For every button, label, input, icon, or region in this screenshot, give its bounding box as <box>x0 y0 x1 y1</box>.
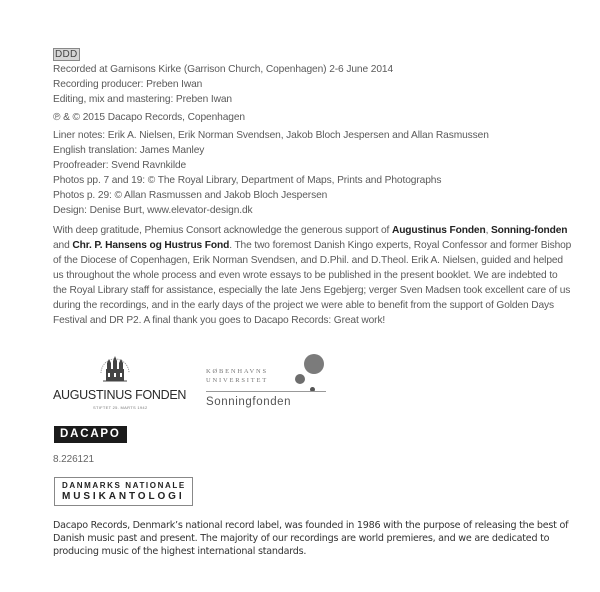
decorative-dot-icon <box>295 374 305 384</box>
sponsor-sonning: Sonning-fonden <box>491 225 568 236</box>
recording-venue: Recorded at Garnisons Kirke (Garrison Church, Copenhagen) 2-6 June 2014 <box>53 64 394 75</box>
ack-separator: and <box>53 240 73 251</box>
sponsor-augustinus: Augustinus Fonden <box>391 225 486 236</box>
photos-credit-1: Photos pp. 7 and 19: © The Royal Library, Department of Maps, Prints and Photographs <box>53 175 442 186</box>
catalogue-number: 8.226121 <box>53 454 94 465</box>
liner-notes-credit: Liner notes: Erik A. Nielsen, Erik Norman Svendsen, Jakob Bloch Jespersen and Allan Rasmussen <box>53 130 489 141</box>
editing-credit: Editing, mix and mastering: Preben Iwan <box>53 94 233 105</box>
translation-credit: English translation: James Manley <box>53 145 205 156</box>
sonningfonden-name: Sonningfonden <box>206 396 292 408</box>
anthology-line-1: DANMARKS NATIONALE <box>62 481 186 490</box>
proofreader-credit: Proofreader: Svend Ravnkilde <box>53 160 187 171</box>
recording-credits <box>53 44 573 107</box>
dacapo-about-paragraph: Dacapo Records, Denmark’s national record label, was founded in 1986 with the purpose of releasing the best of Danish music past and present. The majority of our recordings are world premieres, and we are dedicated to producing music of the highest international standards. <box>53 520 569 557</box>
booklet-credits-page <box>53 44 573 557</box>
university-name-line-2: UNIVERSITET <box>206 377 269 384</box>
photos-credit-2: Photos p. 29: © Allan Rasmussen and Jakob Bloch Jespersen <box>53 190 328 201</box>
acknowledgement-paragraph <box>53 223 573 328</box>
augustinus-logo-subtitle: STIFTET 25. MARTS 1942 <box>93 405 148 410</box>
anthology-line-2: MUSIKANTOLOGI <box>62 491 185 502</box>
dacapo-logo: DACAPO <box>54 426 127 443</box>
design-credit: Design: Denise Burt, www.elevator-design.dk <box>53 205 253 216</box>
copyright-notice: ℗ & © 2015 Dacapo Records, Copenhagen <box>53 112 245 123</box>
university-name <box>206 367 268 385</box>
castle-emblem-icon <box>95 351 135 387</box>
ddd-badge: DDD <box>55 49 78 60</box>
ack-intro: With deep gratitude, Phemius Consort acknowledge the generous support of <box>53 225 392 236</box>
sponsor-hansens: Chr. P. Hansens og Hustrus Fond <box>72 240 230 251</box>
recording-producer: Recording producer: Preben Iwan <box>53 79 203 90</box>
staff-credits <box>53 128 573 218</box>
university-seal-icon <box>304 354 324 374</box>
ack-body: . The two foremost Danish Kingo experts, Royal Confessor and former Bishop of the Diocese of Copenhagen, Erik Norman Svendsen, and D.Phil. and D.Theol. Erik A. Nielsen, guided and helped us throughout the whole process and even wrote essays to be published in the present booklet. We are indebted to the Royal Library staff for assistance, especially the late Jens Egebjerg; verger Sven Madsen took excellent care of us during the recordings, and in the early days of the project we were able to benefit from the support of Golden Days Festival and DR P2. A final thank you goes to Dacapo Records: Great work! <box>53 240 572 326</box>
sponsor-logos <box>53 349 383 414</box>
augustinus-fonden-logo <box>53 349 187 414</box>
university-sonningfonden-logo <box>201 354 341 414</box>
danmarks-nationale-musikantologi-logo <box>54 477 193 506</box>
augustinus-logo-title: AUGUSTINUS FONDEN <box>53 388 187 402</box>
university-name-line-1: KØBENHAVNS <box>206 368 268 375</box>
logo-divider <box>206 391 326 392</box>
ack-separator: , <box>485 225 491 236</box>
